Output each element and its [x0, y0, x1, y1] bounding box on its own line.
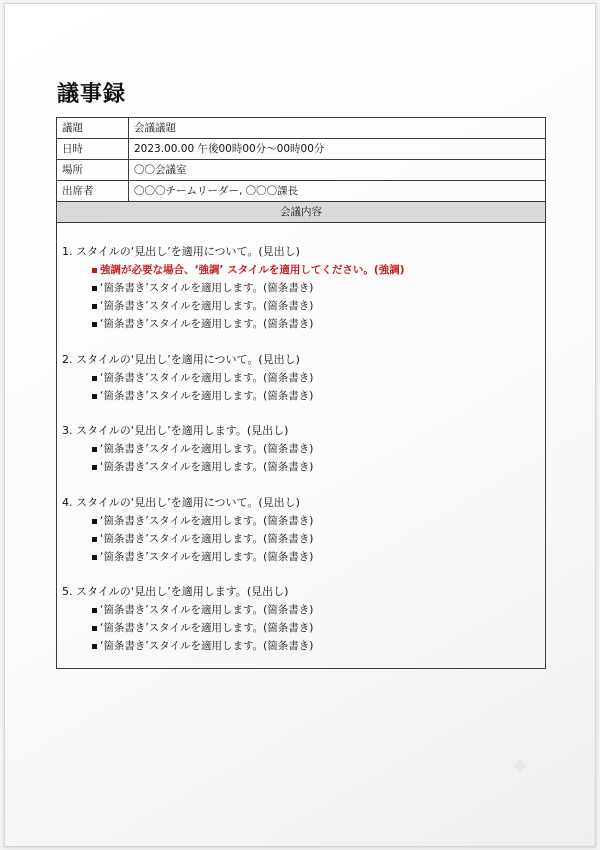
agenda-heading: 4. スタイルの‘見出し’を適用について。(見出し) — [62, 495, 300, 509]
minutes-frame — [56, 117, 546, 669]
square-bullet-icon — [92, 519, 97, 524]
square-bullet-icon — [92, 286, 97, 291]
topic-label: 議題 — [57, 118, 129, 139]
list-item — [62, 619, 545, 637]
square-bullet-icon — [92, 394, 97, 399]
attendees-label: 出席者 — [57, 181, 129, 202]
agenda-section-2 — [62, 351, 545, 405]
list-item-text: ‘箇条書き’スタイルを適用します。(箇条書き) — [100, 282, 314, 294]
list-item — [62, 440, 545, 458]
list-item-text: ‘箇条書き’スタイルを適用します。(箇条書き) — [100, 461, 314, 473]
table-row — [57, 202, 545, 223]
list-item-text: ‘箇条書き’スタイルを適用します。(箇条書き) — [100, 532, 314, 545]
list-item-text: ‘箇条書き’スタイルを適用します。(箇条書き) — [100, 389, 314, 402]
table-row — [57, 118, 545, 139]
square-bullet-icon — [92, 537, 97, 542]
list-item — [62, 512, 545, 530]
emphasis-text: 強調が必要な場合、‘強調’ スタイルを適用してください。(強調) — [100, 264, 405, 276]
table-row — [57, 181, 545, 202]
list-item — [62, 637, 545, 655]
agenda-heading: 5. スタイルの‘見出し’を適用します。(見出し) — [62, 585, 289, 598]
meeting-content-header: 会議内容 — [57, 202, 545, 223]
document-page — [4, 3, 596, 847]
list-item — [62, 387, 545, 405]
list-item-text: ‘箇条書き’スタイルを適用します。(箇条書き) — [100, 371, 314, 384]
document-title: 議事録 — [57, 82, 127, 107]
table-row — [57, 160, 545, 181]
square-bullet-icon — [92, 608, 97, 613]
square-bullet-icon — [92, 626, 97, 631]
list-item — [62, 548, 545, 566]
list-item-text: ‘箇条書き’スタイルを適用します。(箇条書き) — [100, 604, 314, 616]
square-bullet-icon — [92, 644, 97, 649]
location-label: 場所 — [57, 160, 129, 181]
list-item — [62, 458, 545, 476]
square-bullet-icon — [92, 322, 97, 327]
table-row — [57, 139, 545, 160]
square-bullet-icon — [92, 268, 97, 273]
list-item-text: ‘箇条書き’スタイルを適用します。(箇条書き) — [100, 622, 314, 634]
datetime-value: 2023.00.00 午後00時00分～00時00分 — [129, 139, 546, 160]
list-item-text: ‘箇条書き’スタイルを適用します。(箇条書き) — [100, 514, 314, 527]
list-item — [62, 601, 545, 619]
square-bullet-icon — [92, 376, 97, 381]
list-item — [62, 369, 545, 387]
list-item — [62, 315, 545, 333]
list-item-text: ‘箇条書き’スタイルを適用します。(箇条書き) — [100, 300, 314, 312]
agenda-heading: 2. スタイルの‘見出し’を適用について。(見出し) — [62, 352, 300, 366]
list-item-text: ‘箇条書き’スタイルを適用します。(箇条書き) — [100, 443, 314, 455]
meeting-content — [57, 223, 545, 655]
agenda-section-1 — [62, 243, 545, 333]
list-item-text: ‘箇条書き’スタイルを適用します。(箇条書き) — [100, 318, 314, 330]
list-item-text: ‘箇条書き’スタイルを適用します。(箇条書き) — [100, 550, 314, 563]
list-item — [62, 279, 545, 297]
agenda-heading: 1. スタイルの‘見出し’を適用について。(見出し) — [62, 245, 300, 258]
emphasis-item — [62, 261, 545, 279]
list-item — [62, 297, 545, 315]
agenda-section-3 — [62, 422, 545, 476]
location-value: 〇〇会議室 — [129, 160, 546, 181]
agenda-section-4 — [62, 494, 545, 566]
list-item — [62, 530, 545, 548]
agenda-section-5 — [62, 583, 545, 655]
datetime-label: 日時 — [57, 139, 129, 160]
list-item-text: ‘箇条書き’スタイルを適用します。(箇条書き) — [100, 640, 314, 652]
attendees-value: 〇〇〇チームリーダー, 〇〇〇課長 — [129, 181, 546, 202]
square-bullet-icon — [92, 304, 97, 309]
sparkle-icon — [508, 754, 532, 778]
meeting-info-table — [57, 118, 545, 223]
topic-value: 会議議題 — [129, 118, 546, 139]
square-bullet-icon — [92, 465, 97, 470]
agenda-heading: 3. スタイルの‘見出し’を適用します。(見出し) — [62, 424, 289, 437]
square-bullet-icon — [92, 555, 97, 560]
square-bullet-icon — [92, 447, 97, 452]
